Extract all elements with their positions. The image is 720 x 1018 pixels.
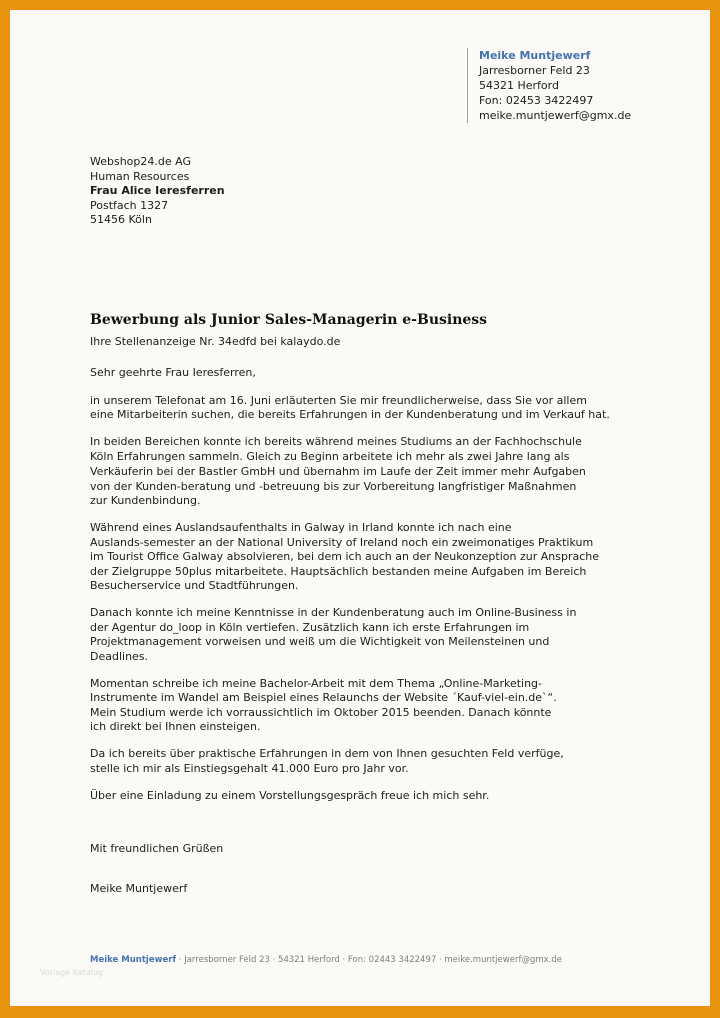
body-line: Besucherservice und Stadtführungen. [90,579,299,592]
body-line: in unserem Telefonat am 16. Juni erläuterten Sie mir freundlicherweise, dass Sie vor allem [90,394,587,407]
salutation: Sehr geehrte Frau Ieresferren, [90,366,256,379]
letter-reference: Ihre Stellenanzeige Nr. 34edfd bei kalaydo.de [90,335,341,348]
body-line: stelle ich mir als Einstiegsgehalt 41.000 Euro pro Jahr vor. [90,762,409,775]
sender-city: 54321 Herford [479,79,559,92]
body-line: im Tourist Office Galway absolvieren, bei dem ich auch an der Neukonzeption zur Ansprache [90,550,600,563]
footer-address [90,955,562,965]
body-line: von der Kunden-beratung und -betreuung bis zur Vorbereitung langfristiger Maßnahmen [90,480,577,493]
letter-page [10,10,710,1006]
recipient-company: Webshop24.de AG [90,155,191,168]
sender-name: Meike Muntjewerf [479,49,591,62]
body-line: ich direkt bei Ihnen einsteigen. [90,720,261,733]
body-line: Verkäuferin bei der Bastler GmbH und übernahm im Laufe der Zeit immer mehr Aufgaben [90,465,586,478]
closing: Mit freundlichen Grüßen [90,842,224,855]
sender-street: Jarresborner Feld 23 [479,64,590,77]
body-line: Mein Studium werde ich vorraussichtlich im Oktober 2015 beenden. Danach könnte [90,706,552,719]
recipient-department: Human Resources [90,169,190,183]
body-line: Deadlines. [90,650,149,663]
body-line: Danach konnte ich meine Kenntnisse in der Kundenberatung auch im Online-Business in [90,606,577,619]
body-line: Auslands-semester an der National University of Ireland noch ein zweimonatiges Praktikum [90,536,594,549]
body-line: Projektmanagement vorweisen und weiß um die Wichtigkeit von Meilensteinen und [90,635,550,648]
body-line: der Agentur do_loop in Köln vertiefen. Zusätzlich kann ich erste Erfahrungen im [90,621,530,634]
body-line: Da ich bereits über praktische Erfahrungen in dem von Ihnen gesuchten Feld verfüge, [90,747,564,760]
body-line: Über eine Einladung zu einem Vorstellungsgespräch freue ich mich sehr. [90,789,490,802]
body-line: Köln Erfahrungen sammeln. Gleich zu Beginn arbeitete ich mehr als zwei Jahre lang als [90,450,570,463]
body-line: Während eines Auslandsaufenthalts in Galway in Irland konnte ich nach eine [90,521,512,534]
recipient-postbox: Postfach 1327 [90,198,169,212]
sender-address-block [467,48,631,123]
body-line: zur Kundenbindung. [90,494,201,507]
body-line: eine Mitarbeiterin suchen, die bereits Erfahrungen in der Kundenberatung und im Verkauf hat. [90,408,610,421]
sender-phone: Fon: 02453 3422497 [479,94,594,107]
recipient-address-block [90,155,225,228]
recipient-city: 51456 Köln [90,213,152,226]
letter-subject: Bewerbung als Junior Sales-Managerin e-Business [90,312,488,328]
body-line: In beiden Bereichen konnte ich bereits während meines Studiums an der Fachhochschule [90,435,582,448]
body-line: der Zielgruppe 50plus mitarbeitete. Hauptsächlich bestanden meine Aufgaben im Bereich [90,565,587,578]
body-line: Momentan schreibe ich meine Bachelor-Arbeit mit dem Thema „Online-Marketing- [90,677,543,690]
footer-name: Meike Muntjewerf [90,955,177,965]
recipient-person: Frau Alice Ieresferren [90,184,225,197]
body-line: Instrumente im Wandel am Beispiel eines Relaunchs der Website ´Kauf-viel-ein.de`“. [90,691,557,704]
signature: Meike Muntjewerf [90,882,188,895]
sender-email: meike.muntjewerf@gmx.de [479,109,632,122]
footer-details: · Jarresborner Feld 23 · 54321 Herford · Fon: 02443 3422497 · meike.muntjewerf@gmx.de [176,955,562,965]
watermark: Vorlage Katalog [40,968,103,977]
